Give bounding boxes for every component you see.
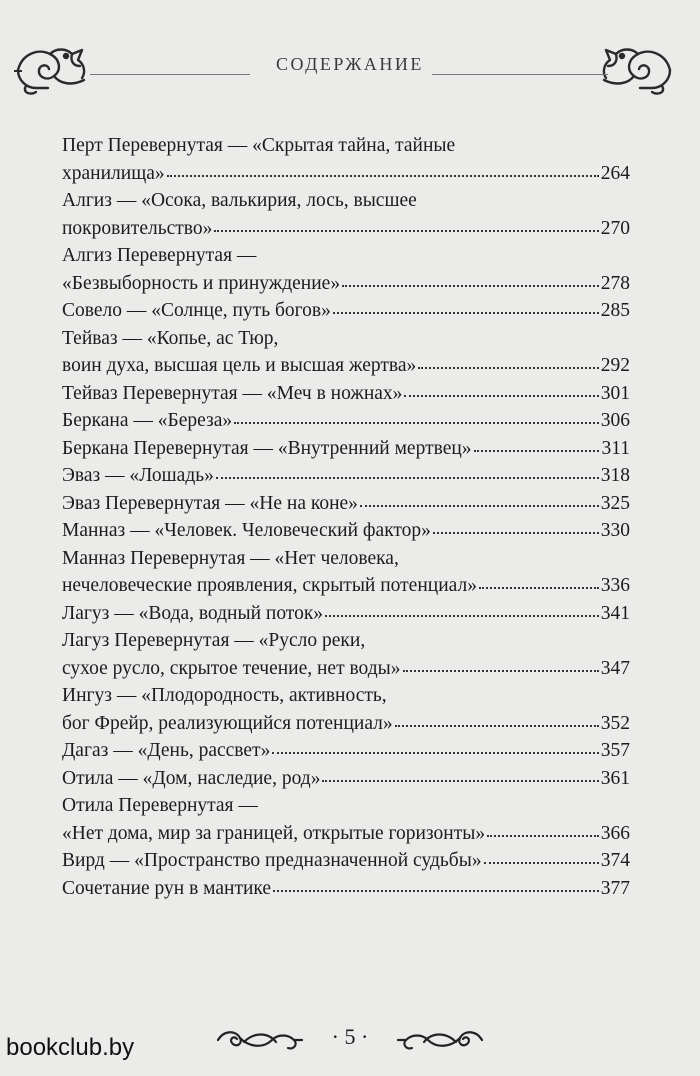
toc-entry-last-line (62, 847, 630, 875)
toc-entry-page: 347 (600, 657, 630, 679)
toc-entry (62, 627, 630, 682)
toc-entry (62, 380, 630, 408)
toc-entry-last-line (62, 435, 630, 463)
watermark-text: bookclub.by (6, 1034, 135, 1061)
dot-leader (418, 363, 599, 369)
toc-entry-page: 292 (600, 355, 630, 376)
toc-entry-page: 301 (600, 382, 630, 404)
toc-entry-page: 366 (600, 822, 630, 844)
scroll-ornament-icon (214, 1026, 304, 1054)
toc-entry (62, 297, 630, 325)
toc-entry (62, 875, 630, 903)
dot-leader (342, 281, 599, 287)
dot-leader (273, 886, 599, 892)
dot-leader (214, 226, 598, 232)
toc-entry-title: «Нет дома, мир за границей, открытые горизонты» (62, 822, 486, 844)
toc-entry-page: 318 (600, 465, 630, 486)
dot-leader (234, 418, 599, 424)
dot-leader (167, 171, 599, 177)
dot-leader (325, 611, 599, 617)
dot-leader (479, 583, 599, 589)
toc-entry (62, 187, 630, 242)
toc-entry-page: 311 (601, 437, 630, 459)
dot-leader (395, 721, 599, 727)
toc-entry-page: 357 (600, 740, 630, 761)
toc-entry (62, 517, 630, 545)
toc-entry-last-line (62, 215, 630, 243)
toc-entry (62, 325, 630, 380)
toc-entry (62, 847, 630, 875)
toc-entry (62, 792, 630, 847)
toc-entry (62, 765, 630, 793)
toc-entry-page: 330 (600, 520, 630, 541)
toc-entry-title: Тейваз Перевернутая — «Меч в ножнах» (62, 382, 403, 404)
toc-entry-title: хранилища» (62, 162, 165, 184)
dot-leader (404, 391, 598, 397)
toc-entry-title: Манназ — «Человек. Человеческий фактор» (62, 520, 431, 541)
toc-entry-line: Ингуз — «Плодородность, активность, (62, 685, 387, 706)
toc-entry-title: покровительство» (62, 217, 213, 239)
toc-entry-last-line (62, 875, 630, 903)
toc-entry (62, 737, 630, 765)
dot-leader (487, 831, 599, 837)
toc-entry (62, 435, 630, 463)
toc-entry-title: воин духа, высшая цель и высшая жертва» (62, 355, 417, 376)
toc-entry-line: Перт Перевернутая — «Скрытая тайна, тайные (62, 135, 456, 156)
toc-entry-last-line (62, 490, 630, 518)
dot-leader (403, 666, 599, 672)
toc-entry (62, 242, 630, 297)
toc-entry-last-line (62, 655, 630, 683)
dot-leader (216, 473, 599, 479)
dot-leader (484, 858, 599, 864)
toc-entry-last-line (62, 160, 630, 188)
toc-entry-last-line (62, 765, 630, 793)
toc-entry-last-line (62, 517, 630, 545)
toc-entry-last-line (62, 407, 630, 435)
toc-entry (62, 490, 630, 518)
toc-entry (62, 407, 630, 435)
toc-entry-page: 336 (600, 575, 630, 596)
dot-leader (333, 308, 599, 314)
toc-entry-title: Отила — «Дом, наследие, род» (62, 767, 321, 789)
toc-entry-line: Алгиз — «Осока, валькирия, лось, высшее (62, 190, 417, 211)
toc-entry-page: 377 (600, 877, 630, 899)
toc-entry-line: Отила Перевернутая — (62, 795, 258, 816)
toc-entry-last-line (62, 600, 630, 628)
toc-entry (62, 682, 630, 737)
toc-entry-title: Дагаз — «День, рассвет» (62, 740, 271, 761)
toc-entry-line: Тейваз — «Копье, ас Тюр, (62, 327, 279, 349)
toc-entry-page: 278 (600, 272, 630, 294)
toc-entry-page: 352 (600, 712, 630, 734)
toc-entry-title: Лагуз — «Вода, водный поток» (62, 602, 324, 624)
toc-entry-line: Лагуз Перевернутая — «Русло реки, (62, 630, 366, 651)
dot-leader (322, 776, 598, 782)
toc-entry (62, 600, 630, 628)
toc-entry-last-line (62, 737, 630, 765)
toc-entry-title: Беркана Перевернутая — «Внутренний мертвец» (62, 437, 472, 459)
page-number: · 5 · (331, 1024, 369, 1049)
toc-entry-last-line (62, 462, 630, 490)
toc-entry-last-line (62, 710, 630, 738)
toc-entry-page: 374 (600, 850, 630, 871)
toc-entry (62, 132, 630, 187)
toc-entry-title: Эваз — «Лошадь» (62, 465, 214, 486)
toc-entry-title: бог Фрейр, реализующийся потенциал» (62, 712, 393, 734)
toc-entry-title: Вирд — «Пространство предназначенной судьбы» (62, 850, 482, 871)
table-of-contents (62, 132, 630, 902)
toc-entry-page: 341 (600, 602, 630, 624)
toc-entry-page: 285 (600, 300, 630, 321)
toc-entry-line: Манназ Перевернутая — «Нет человека, (62, 547, 399, 569)
toc-entry-title: сухое русло, скрытое течение, нет воды» (62, 657, 401, 679)
dot-leader (272, 748, 598, 754)
toc-entry-line: Алгиз Перевернутая — (62, 245, 257, 266)
toc-entry-page: 325 (600, 492, 630, 514)
page-title: СОДЕРЖАНИЕ (276, 54, 424, 74)
toc-entry (62, 462, 630, 490)
toc-entry-title: Сочетание рун в мантике (62, 877, 272, 899)
toc-entry-title: «Безвыборность и принуждение» (62, 272, 341, 294)
toc-entry-title: Эваз Перевернутая — «Не на коне» (62, 492, 358, 514)
toc-entry-last-line (62, 270, 630, 298)
toc-entry-last-line (62, 572, 630, 600)
toc-entry-page: 270 (600, 217, 630, 239)
dot-leader (433, 528, 599, 534)
toc-entry-last-line (62, 297, 630, 325)
toc-entry-page: 361 (600, 767, 630, 789)
toc-entry-title: Совело — «Солнце, путь богов» (62, 300, 331, 321)
scroll-ornament-icon (396, 1026, 486, 1054)
dot-leader (474, 446, 600, 452)
toc-entry-title: Беркана — «Береза» (62, 410, 233, 431)
toc-entry-page: 264 (600, 162, 630, 184)
toc-entry-last-line (62, 352, 630, 380)
dot-leader (360, 501, 599, 507)
toc-entry (62, 545, 630, 600)
toc-entry-last-line (62, 820, 630, 848)
toc-entry-title: нечеловеческие проявления, скрытый потенциал» (62, 575, 477, 596)
toc-entry-last-line (62, 380, 630, 408)
toc-entry-page: 306 (600, 410, 630, 431)
